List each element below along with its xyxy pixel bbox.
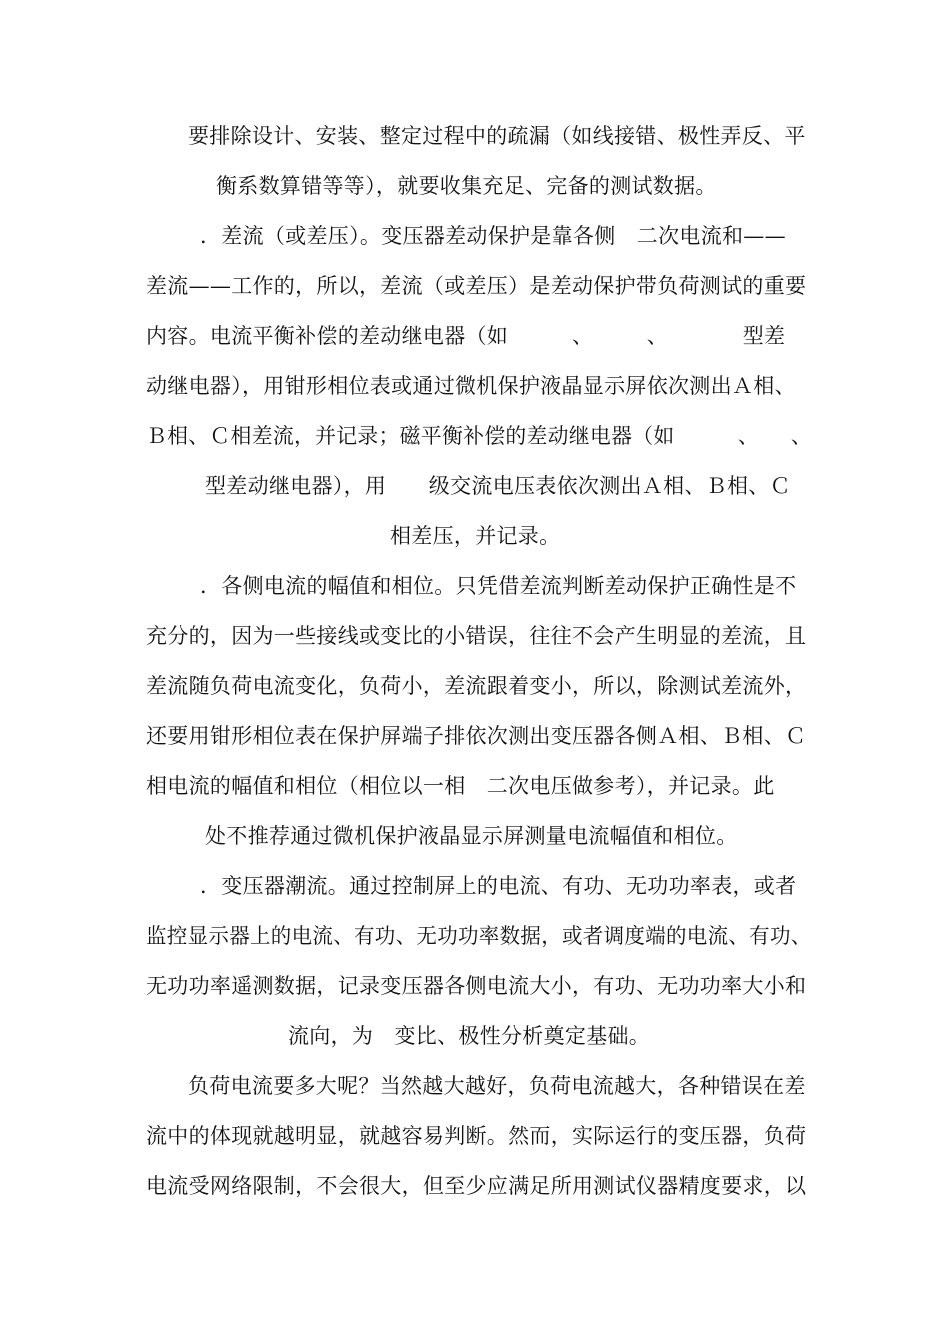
text-line: 衡系数算错等等），就要收集充足、完备的测试数据。: [216, 174, 717, 198]
text-line: 处不推荐通过微机保护液晶显示屏测量电流幅值和相位。: [205, 824, 738, 848]
text-line: 无功功率遥测数据，记录变压器各侧电流大小，有功、无功功率大小和: [146, 974, 807, 998]
text-line: 电流受网络限制，不会很大，但至少应满足所用测试仪器精度要求，以: [146, 1174, 807, 1198]
text-line: 还要用钳形相位表在保护屏端子排依次测出变压器各侧Ａ相、Ｂ相、Ｃ: [146, 724, 807, 748]
text-line: Ｂ相、Ｃ相差流，并记录；磁平衡补偿的差动继电器（如 、 、: [146, 424, 813, 448]
text-line: 负荷电流要多大呢？当然越大越好，负荷电流越大，各种错误在差: [188, 1074, 806, 1098]
text-line: 监控显示器上的电流、有功、无功功率数据，或者调度端的电流、有功、: [146, 924, 812, 948]
text-line: 充分的，因为一些接线或变比的小错误，往往不会产生明显的差流，且: [146, 624, 807, 648]
text-line: 型差动继电器），用 级交流电压表依次测出Ａ相、Ｂ相、Ｃ: [205, 474, 791, 498]
text-line: ．各侧电流的幅值和相位。只凭借差流判断差动保护正确性是不: [200, 574, 797, 598]
text-line: 差流随负荷电流变化，负荷小，差流跟着变小，所以，除测试差流外，: [146, 674, 807, 698]
text-line: 差流——工作的，所以，差流（或差压）是差动保护带负荷测试的重要: [146, 274, 807, 298]
text-line: 流向，为 变比、极性分析奠定基础。: [288, 1024, 651, 1048]
text-line: 相差压，并记录。: [390, 524, 561, 548]
text-line: 要排除设计、安装、整定过程中的疏漏（如线接错、极性弄反、平: [188, 124, 806, 148]
text-line: 流中的体现就越明显，就越容易判断。然而，实际运行的变压器，负荷: [146, 1124, 807, 1148]
text-line: 动继电器），用钳形相位表或通过微机保护液晶显示屏依次测出Ａ相、: [146, 374, 796, 398]
text-line: 内容。电流平衡补偿的差动继电器（如 、 、 型差: [146, 324, 786, 348]
text-line: 相电流的幅值和相位（相位以一相 二次电压做参考），并记录。此: [146, 774, 775, 798]
text-line: ．变压器潮流。通过控制屏上的电流、有功、无功功率表，或者: [200, 874, 797, 898]
text-line: ．差流（或差压）。变压器差动保护是靠各侧 二次电流和——: [200, 224, 786, 248]
